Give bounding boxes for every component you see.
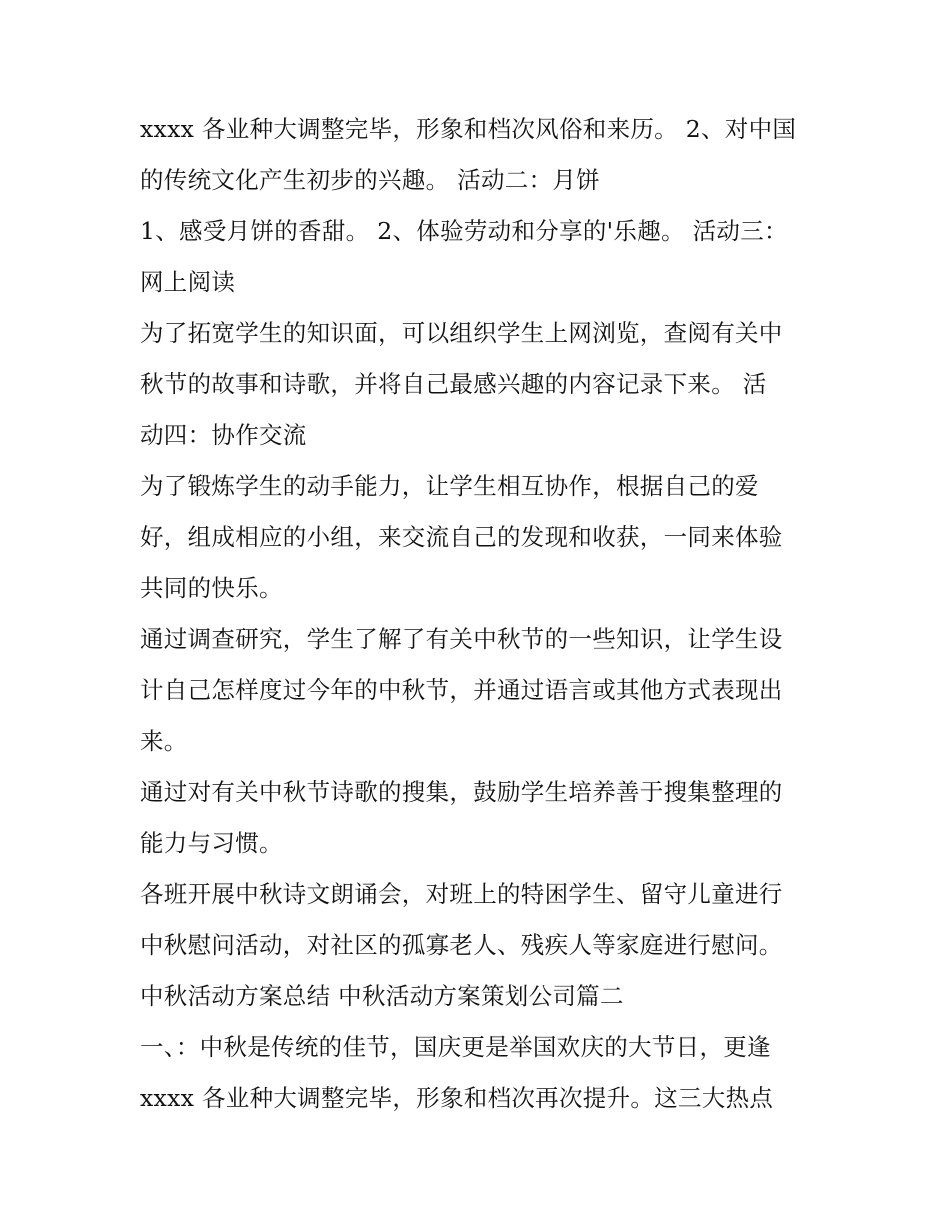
text-line: 动四：协作交流	[140, 421, 307, 449]
text-line: 秋节的故事和诗歌，并将自己最感兴趣的内容记录下来。 活	[140, 370, 767, 398]
text-line: 网上阅读	[140, 268, 236, 296]
text-line: 通过对有关中秋节诗歌的搜集，鼓励学生培养善于搜集整理的	[140, 778, 783, 806]
text-line: xxxx 各业种大调整完毕，形象和档次风俗和来历。 2、对中国	[140, 115, 797, 143]
text-line: 计自己怎样度过今年的中秋节，并通过语言或其他方式表现出	[140, 676, 783, 704]
heading-line: 中秋活动方案总结 中秋活动方案策划公司篇二	[140, 982, 624, 1010]
paragraph-poem-collection	[140, 767, 830, 869]
text-line: 共同的快乐。	[140, 574, 283, 602]
text-line: 1、感受月饼的香甜。 2、体验劳动和分享的'乐趣。 活动三：	[140, 217, 788, 245]
text-line: xxxx 各业种大调整完毕，形象和档次再次提升。这三大热点	[140, 1084, 774, 1112]
text-line: 的传统文化产生初步的兴趣。 活动二：月饼	[140, 166, 600, 194]
section-heading	[140, 971, 830, 1022]
paragraph-cooperation	[140, 461, 830, 614]
text-line: 好，组成相应的小组，来交流自己的发现和收获，一同来体验	[140, 523, 783, 551]
text-line: 为了锻炼学生的动手能力，让学生相互协作，根据自己的爱	[140, 472, 759, 500]
text-line: 能力与习惯。	[140, 829, 283, 857]
document-body	[140, 104, 830, 1124]
paragraph-research	[140, 614, 830, 767]
text-line: 一、：中秋是传统的佳节，国庆更是举国欢庆的大节日，更逢	[140, 1033, 771, 1061]
text-line: 来。	[140, 727, 188, 755]
paragraph-introduction	[140, 1022, 830, 1124]
paragraph-online-reading	[140, 308, 830, 461]
text-line: 各班开展中秋诗文朗诵会，对班上的特困学生、留守儿童进行	[140, 880, 783, 908]
paragraph-festival-origin	[140, 104, 830, 206]
text-line: 通过调查研究，学生了解了有关中秋节的一些知识，让学生设	[140, 625, 783, 653]
text-line: 中秋慰问活动，对社区的孤寡老人、残疾人等家庭进行慰问。	[140, 931, 783, 959]
text-line: 为了拓宽学生的知识面，可以组织学生上网浏览，查阅有关中	[140, 319, 783, 347]
paragraph-recitation	[140, 869, 830, 971]
paragraph-mooncake-activity	[140, 206, 830, 308]
